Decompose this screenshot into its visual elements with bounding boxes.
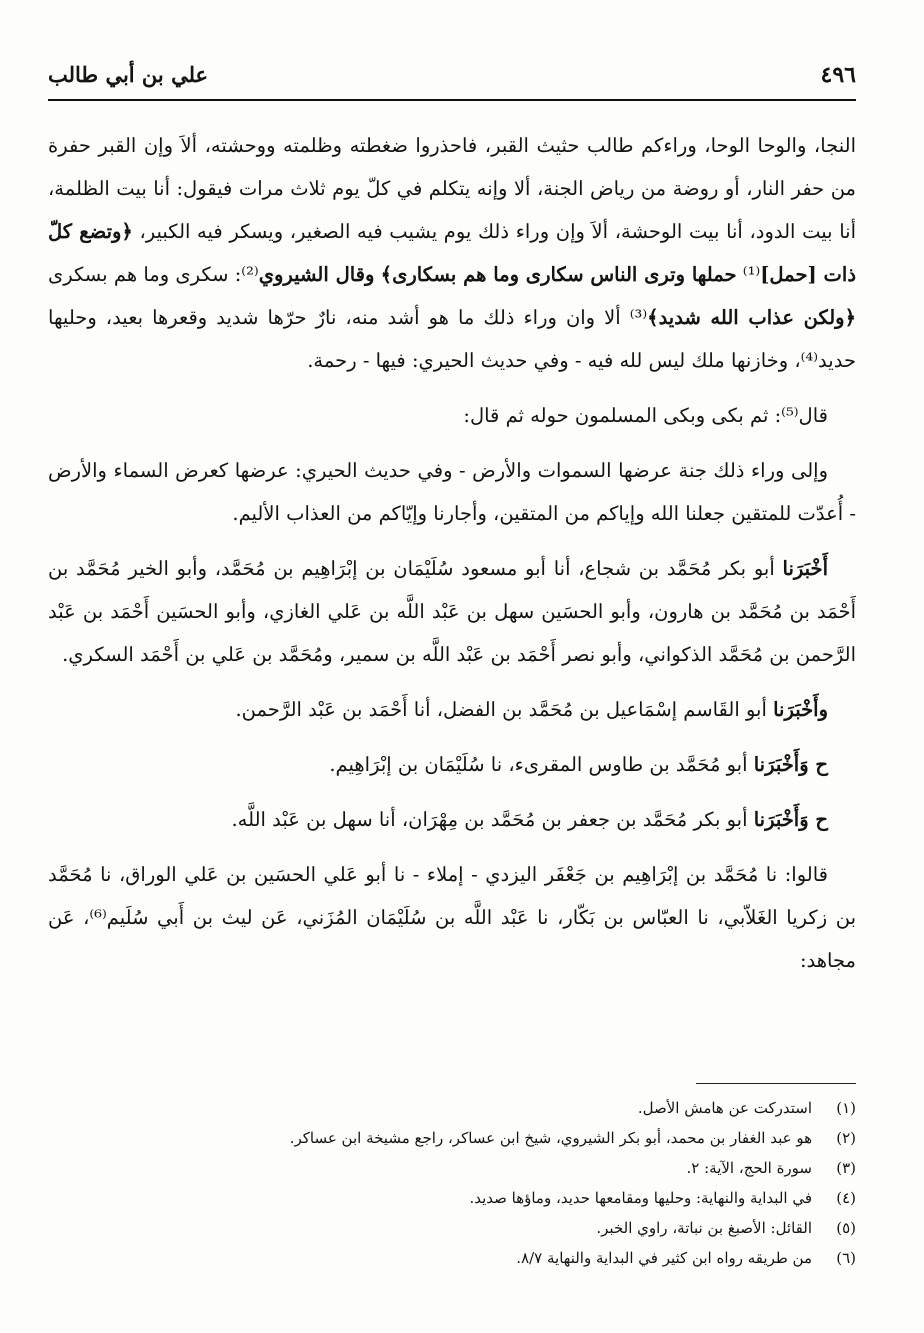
footnote-number: (٤) — [836, 1189, 856, 1207]
footnote — [48, 1093, 856, 1123]
paragraph: وإلى وراء ذلك جنة عرضها السموات والأرض - وفي حديث الحيري: عرضها كعرض السماء والأرض - أُعدّت للمتقين جعلنا الله وإياكم من المتقين، وأجارنا وإيّاكم من العذاب الأليم. — [48, 459, 856, 525]
footnote-text: سورة الحج، الآية: ٢. — [686, 1159, 812, 1177]
footnote-text: في البداية والنهاية: وحليها ومقامعها حديد، وماؤها صديد. — [469, 1189, 812, 1207]
running-title: علي بن أبي طالب — [48, 62, 209, 87]
paragraph: وأَخْبَرَنا أبو القَاسم إسْمَاعيل بن مُحَمَّد بن الفضل، أنا أَحْمَد بن عَبْد الرَّحمن. — [235, 698, 828, 721]
footnote-text: استدركت عن هامش الأصل. — [637, 1099, 812, 1117]
paragraph: ح وَأَخْبَرَنا أبو بكر مُحَمَّد بن جعفر بن مُحَمَّد بن مِهْرَان، أنا سهل بن عَبْد اللَّه. — [231, 808, 828, 831]
footnote-text: من طريقه رواه ابن كثير في البداية والنهاية ٨/٧. — [516, 1249, 812, 1267]
footnote — [48, 1153, 856, 1183]
page-number: ٤٩٦ — [820, 62, 856, 88]
paragraph: قالوا: نا مُحَمَّد بن إبْرَاهِيم بن جَعْفَر اليزدي - إملاء - نا أبو عَلي الحسَين بن عَلي الوراق، نا مُحَمَّد بن زكريا الغَلاّبي، نا العبّاس بن بَكّار، نا عَبْد اللَّه بن سُلَيْمَان المُزَني، عَن ليث بن أَبي سُلَيم⁽⁶⁾، عَن مجاهد: — [48, 863, 857, 972]
footnote — [48, 1243, 856, 1273]
paragraph: أَخْبَرَنا أبو بكر مُحَمَّد بن شجاع، أنا أبو مسعود سُلَيْمَان بن إبْرَاهِيم بن مُحَمَّد، وأبو الخير مُحَمَّد بن أَحْمَد بن مُحَمَّد بن هارون، وأبو الحسَين سهل بن عَبْد اللَّه بن عَلي الغازي، وأبو الحسَين أَحْمَد بن عَبْد الرَّحمن بن مُحَمَّد الذكواني، وأبو نصر أَحْمَد بن عَبْد اللَّه بن سمير، ومُحَمَّد بن عَلي بن أَحْمَد السكري. — [48, 557, 856, 666]
footnote-number: (١) — [836, 1099, 856, 1117]
header-rule — [48, 99, 856, 101]
footnote-rule — [696, 1083, 856, 1084]
footnote-number: (٥) — [836, 1219, 856, 1237]
footnote-text: هو عبد الغفار بن محمد، أبو بكر الشيروي، شيخ ابن عساكر، راجع مشيخة ابن عساكر. — [289, 1129, 812, 1147]
footnotes — [48, 1093, 856, 1273]
page-header — [48, 58, 856, 96]
footnote-number: (٣) — [836, 1159, 856, 1177]
paragraph: النجا، والوحا الوحا، وراءكم طالب حثيث القبر، فاحذروا ضغطته وظلمته ووحشته، ألاَ وإن القبر حفرة من حفر النار، أو روضة من رياض الجنة، ألا وإنه يتكلم في كلّ يوم ثلاث مرات فيقول: أنا بيت الظلمة، أنا بيت الدود، أنا بيت الوحشة، ألاَ وإن وراء ذلك يوم يشيب فيه الصغير، ويسكر فيه الكبير، ﴿وتضع كلّ ذات [حمل]⁽¹⁾ حملها وترى الناس سكارى وما هم بسكارى﴾ وقال الشيروي⁽²⁾: سكرى وما هم بسكرى ﴿ولكن عذاب الله شديد﴾⁽³⁾ ألا وان وراء ذلك ما هو أشد منه، نارٌ حرّها شديد وقعرها بعيد، وحليها حديد⁽⁴⁾، وخازنها ملك ليس لله فيه - وفي حديث الحيري: فيها - رحمة. — [48, 134, 857, 372]
paragraph: قال⁽⁵⁾: ثم بكى وبكى المسلمون حوله ثم قال: — [463, 404, 828, 427]
body-text — [48, 124, 856, 994]
footnote-number: (٢) — [836, 1129, 856, 1147]
footnote — [48, 1123, 856, 1153]
footnote — [48, 1213, 856, 1243]
paragraph: ح وَأَخْبَرَنا أبو مُحَمَّد بن طاوس المقرىء، نا سُلَيْمَان بن إبْرَاهِيم. — [329, 753, 828, 776]
footnote-text: القائل: الأصبغ بن نباتة، راوي الخبر. — [596, 1219, 812, 1237]
footnote — [48, 1183, 856, 1213]
footnote-number: (٦) — [836, 1249, 856, 1267]
